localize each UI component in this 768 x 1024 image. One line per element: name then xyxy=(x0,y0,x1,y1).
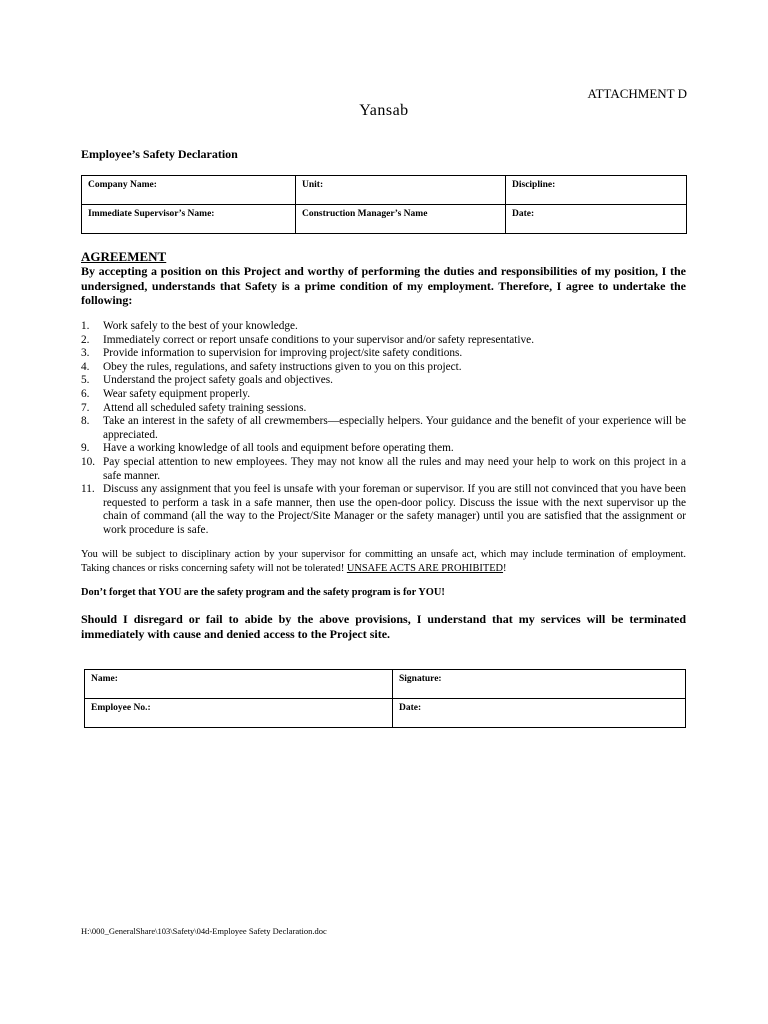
item-text: Immediately correct or report unsafe conditions to your supervisor and/or safety representative. xyxy=(103,333,535,346)
item-number: 4. xyxy=(81,360,90,373)
item-text: Have a working knowledge of all tools and equipment before operating them. xyxy=(103,442,454,455)
list-item xyxy=(81,402,686,416)
list-item xyxy=(81,388,686,402)
list-item xyxy=(81,483,686,537)
disciplinary-end: ! xyxy=(503,562,507,574)
file-path-footer: H:\000_GeneralShare\103\Safety\04d-Employee Safety Declaration.doc xyxy=(81,926,327,936)
termination-clause: Should I disregard or fail to abide by the above provisions, I understand that my services will be terminated immediately with cause and denied access to the Project site. xyxy=(81,612,686,641)
item-text: Attend all scheduled safety training sessions. xyxy=(103,401,307,414)
item-number: 10. xyxy=(81,455,96,468)
employer-info-table xyxy=(81,175,687,234)
item-number: 1. xyxy=(81,320,90,332)
item-number: 5. xyxy=(81,374,90,387)
item-number: 9. xyxy=(81,442,90,455)
supervisor-name-field[interactable]: Immediate Supervisor’s Name: xyxy=(82,205,296,234)
item-number: 6. xyxy=(81,387,90,400)
signature-field[interactable]: Signature: xyxy=(393,670,686,699)
discipline-field[interactable]: Discipline: xyxy=(506,176,687,205)
item-number: 3. xyxy=(81,347,90,360)
unit-field[interactable]: Unit: xyxy=(296,176,506,205)
table-row xyxy=(85,699,686,728)
company-name: Yansab xyxy=(359,102,409,119)
employee-info-table xyxy=(84,669,686,728)
list-item xyxy=(81,374,686,388)
disciplinary-note xyxy=(81,548,686,575)
item-text: Wear safety equipment properly. xyxy=(103,387,251,400)
document-title: Employee’s Safety Declaration xyxy=(81,147,238,161)
agreement-list xyxy=(81,320,686,538)
list-item xyxy=(81,415,686,442)
list-item xyxy=(81,456,686,483)
item-number: 8. xyxy=(81,415,90,428)
list-item xyxy=(81,320,686,334)
name-field[interactable]: Name: xyxy=(85,670,393,699)
employee-number-field[interactable]: Employee No.: xyxy=(85,699,393,728)
item-text: Obey the rules, regulations, and safety instructions given to you on this project. xyxy=(103,360,462,373)
safety-reminder: Don’t forget that YOU are the safety program and the safety program is for YOU! xyxy=(81,587,445,598)
item-number: 11. xyxy=(81,483,95,496)
attachment-label: ATTACHMENT D xyxy=(587,86,687,101)
disciplinary-text: You will be subject to disciplinary action by your supervisor for committing an unsafe act, which may include termination of employment. Taking chances or risks concerning safety will not be tolerated! xyxy=(81,549,686,574)
item-text: Work safely to the best of your knowledge. xyxy=(103,320,298,332)
list-item xyxy=(81,442,686,456)
company-name-field[interactable]: Company Name: xyxy=(82,176,296,205)
item-text: Discuss any assignment that you feel is unsafe with your foreman or supervisor. If you are still not convinced that you have been requested to perform a task in a safe manner, then use the open-door policy. Discuss the issue with the next supervisor up the chain of command (all the way to the Project/Site Manager or the safety manager) until you are satisfied that the assignment or work procedure is safe. xyxy=(103,483,686,536)
list-item xyxy=(81,347,686,361)
item-text: Understand the project safety goals and objectives. xyxy=(103,374,333,387)
table-row xyxy=(82,205,687,234)
item-text: Take an interest in the safety of all crewmembers—especially helpers. Your guidance and the benefit of your experience will be appreciated. xyxy=(103,415,686,441)
table-row xyxy=(85,670,686,699)
agreement-intro: By accepting a position on this Project and worthy of performing the duties and responsibilities of my position, I the undersigned, understands that Safety is a prime condition of my employment. Therefore, I agree to undertake the following: xyxy=(81,264,686,307)
list-item xyxy=(81,334,686,348)
table-row xyxy=(82,176,687,205)
item-number: 2. xyxy=(81,333,90,346)
prohibited-notice: UNSAFE ACTS ARE PROHIBITED xyxy=(346,562,504,574)
item-text: Pay special attention to new employees. They may not know all the rules and may need your help to work on this project in a safe manner. xyxy=(103,455,686,482)
employee-date-field[interactable]: Date: xyxy=(393,699,686,728)
item-number: 7. xyxy=(81,401,90,414)
item-text: Provide information to supervision for improving project/site safety conditions. xyxy=(103,347,463,360)
list-item xyxy=(81,361,686,375)
date-field[interactable]: Date: xyxy=(506,205,687,234)
agreement-heading: AGREEMENT xyxy=(81,249,167,264)
construction-manager-field[interactable]: Construction Manager’s Name xyxy=(296,205,506,234)
